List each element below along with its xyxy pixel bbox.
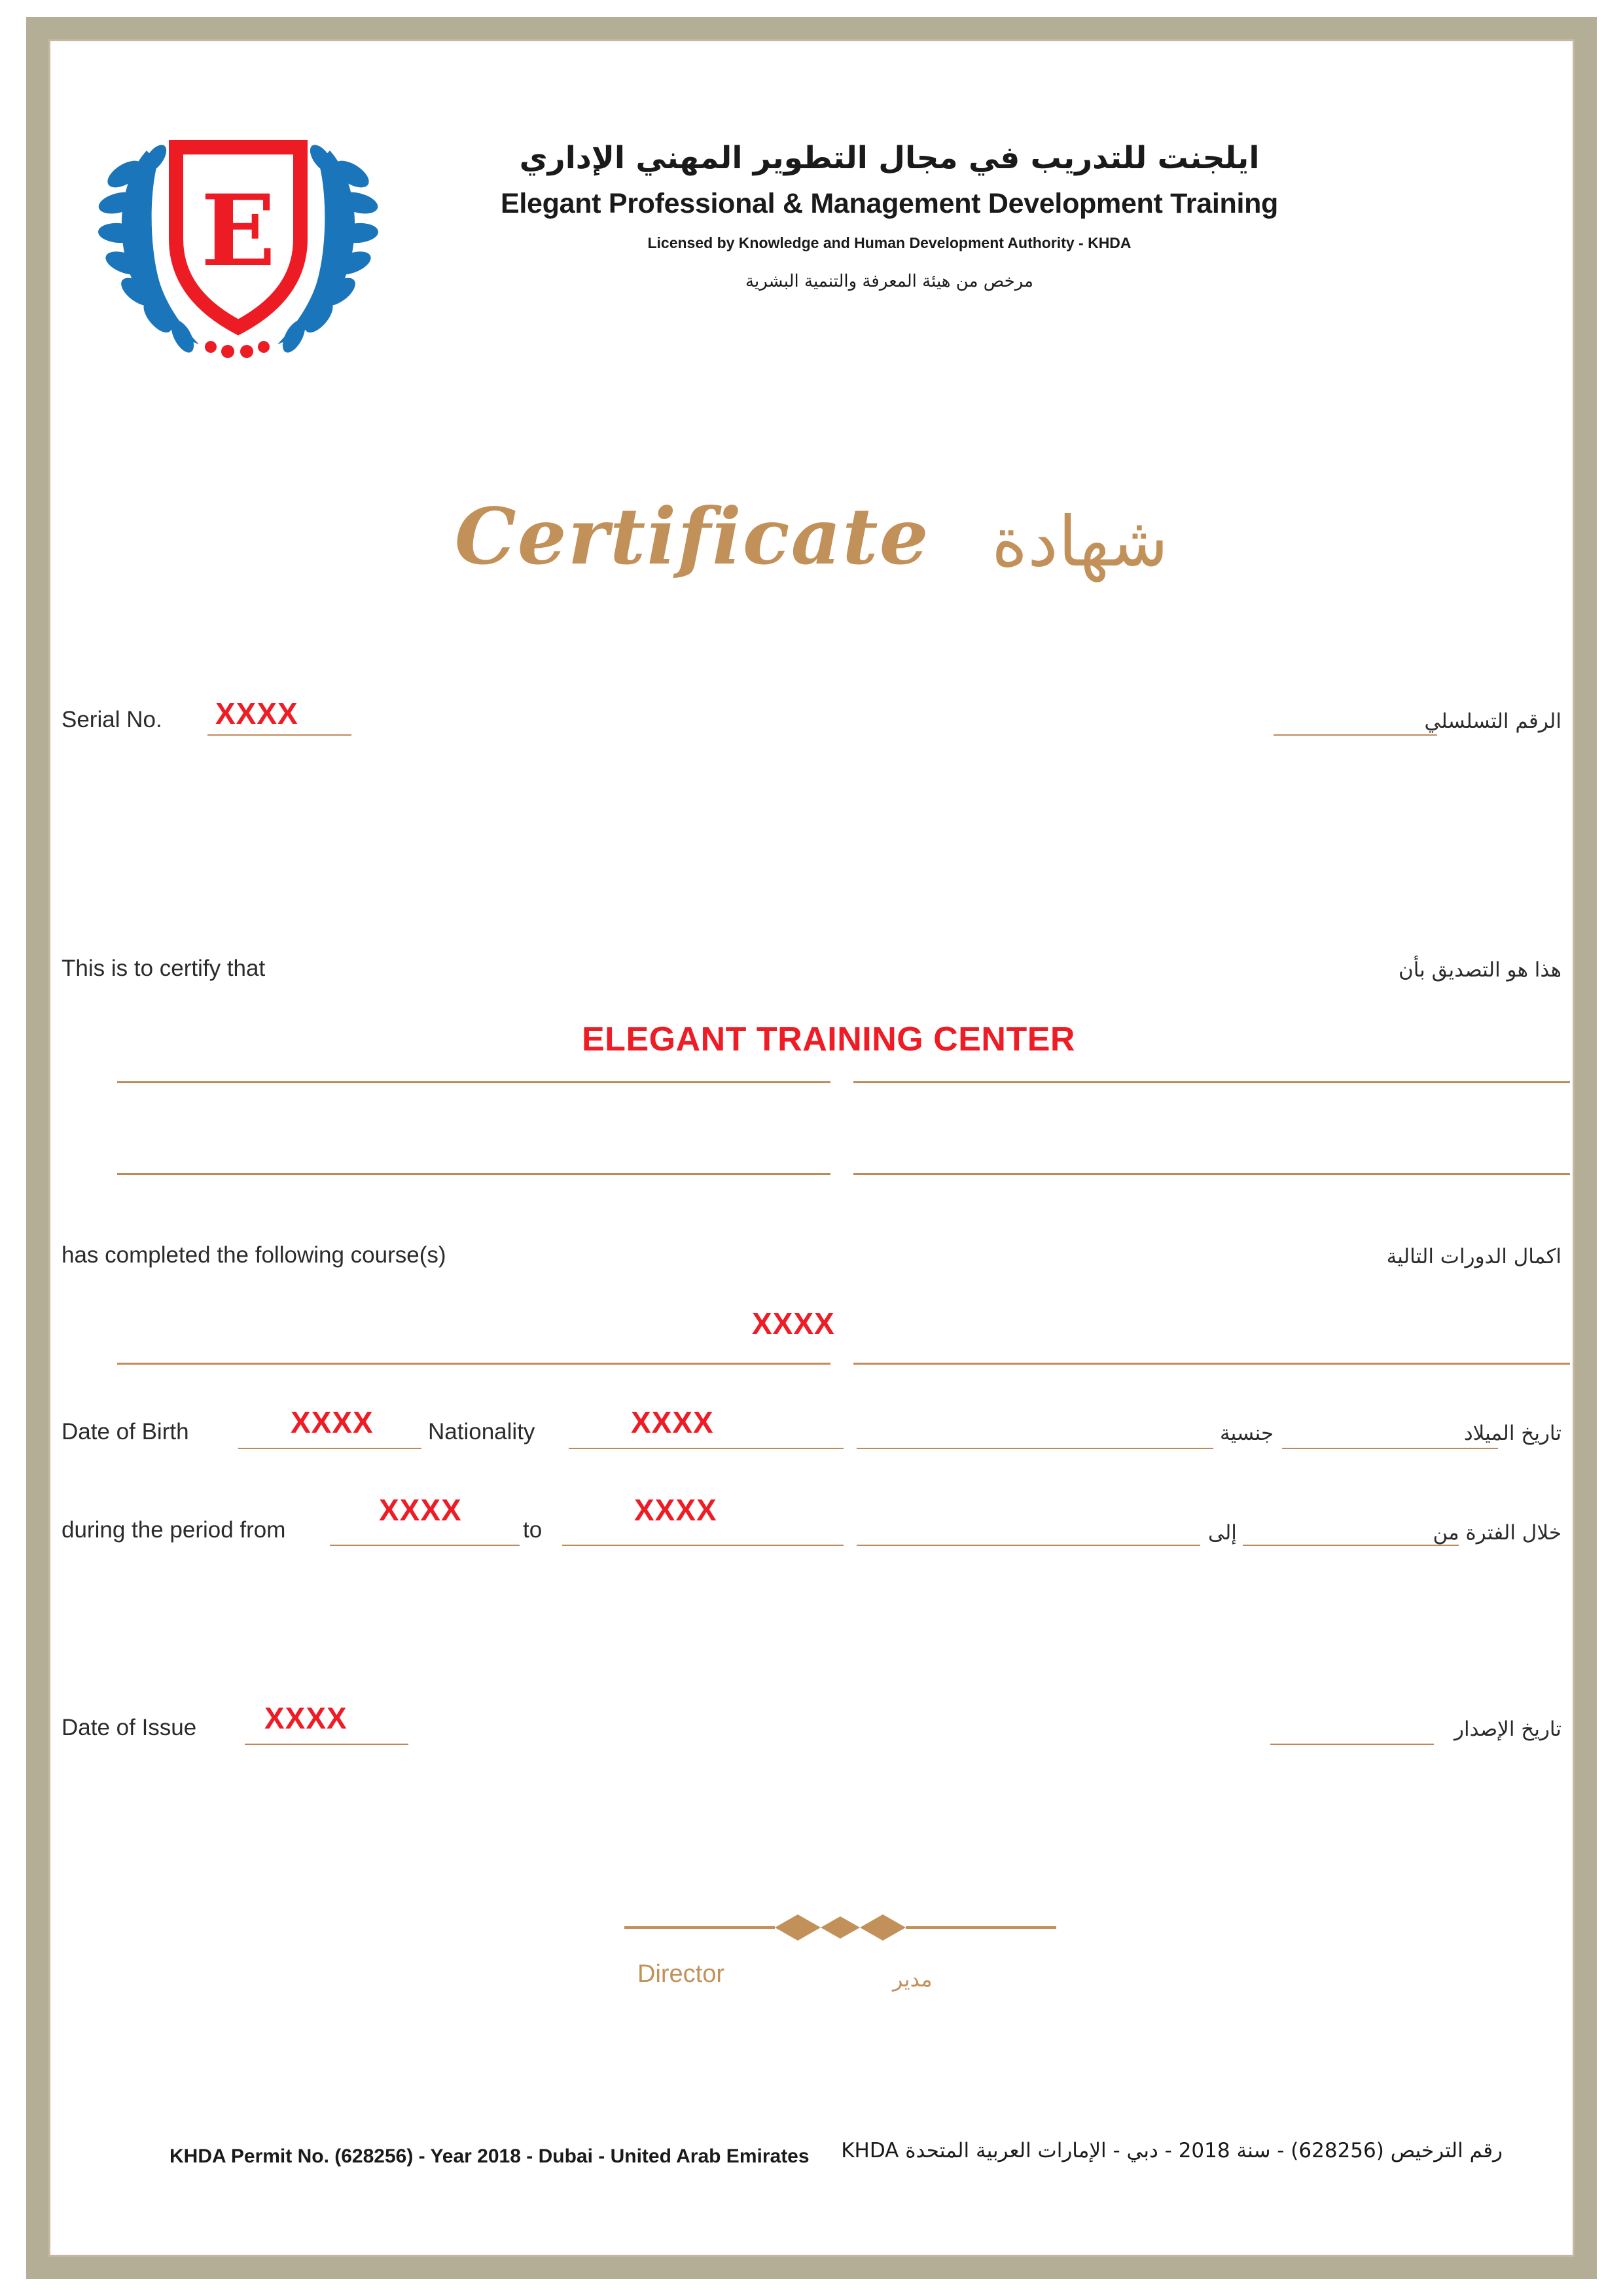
nationality-label-ar: جنسية <box>1220 1422 1274 1445</box>
org-name-arabic: ايلجنت للتدريب في مجال التطوير المهني الإداري <box>519 140 1260 176</box>
period-to-value[interactable]: XXXX <box>634 1493 717 1527</box>
org-name-english: Elegant Professional & Management Development Training <box>500 188 1279 220</box>
serial-rule-ar <box>1274 734 1437 736</box>
issue-value[interactable]: XXXX <box>264 1701 348 1735</box>
issue-label-en: Date of Issue <box>62 1715 197 1740</box>
dob-rule <box>238 1448 421 1449</box>
period-from-rule-ar <box>1243 1545 1459 1546</box>
recipient-rule-left-2 <box>117 1173 830 1175</box>
recipient-name-value[interactable]: ELEGANT TRAINING CENTER <box>582 1020 1075 1058</box>
serial-label-ar: الرقم التسلسلي <box>1424 709 1561 733</box>
issue-rule-ar <box>1270 1744 1434 1745</box>
course-rule-right <box>853 1363 1570 1365</box>
period-to-rule-ar <box>857 1545 1200 1546</box>
nationality-rule-ar <box>857 1448 1213 1449</box>
certificate-title <box>48 491 1575 582</box>
serial-rule-en <box>207 734 351 736</box>
course-rule-left <box>117 1363 830 1365</box>
organization-logo <box>84 111 392 373</box>
director-label-ar: مدير <box>893 1967 933 1992</box>
period-to-label-ar: إلى <box>1208 1521 1237 1545</box>
period-label-en: during the period from <box>62 1517 286 1543</box>
footer-english: KHDA Permit No. (628256) - Year 2018 - Dubai - United Arab Emirates <box>169 2145 810 2167</box>
header-block <box>415 137 1364 291</box>
license-arabic: مرخص من هيئة المعرفة والتنمية البشرية <box>745 272 1033 292</box>
certify-label-en: This is to certify that <box>62 956 266 981</box>
nationality-rule <box>569 1448 844 1449</box>
divider-ornament <box>624 1911 1056 1944</box>
period-to-rule <box>562 1545 844 1546</box>
courses-label-en: has completed the following course(s) <box>62 1242 446 1268</box>
title-english: Certificate <box>454 491 930 582</box>
recipient-rule-right-2 <box>853 1173 1570 1175</box>
courses-label-ar: اكمال الدورات التالية <box>1386 1245 1561 1268</box>
dob-label-ar: تاريخ الميلاد <box>1463 1422 1561 1445</box>
dob-label-en: Date of Birth <box>62 1419 189 1444</box>
course-value[interactable]: XXXX <box>752 1306 835 1340</box>
certificate-content <box>48 39 1575 2257</box>
serial-value[interactable]: XXXX <box>215 696 298 730</box>
period-from-rule <box>330 1545 520 1546</box>
svg-text:E: E <box>200 173 276 289</box>
serial-label-en: Serial No. <box>62 707 162 732</box>
logo-shield-laurel-icon <box>84 111 392 373</box>
license-english: Licensed by Knowledge and Human Development Authority - KHDA <box>647 234 1132 252</box>
issue-rule-en <box>245 1744 408 1745</box>
nationality-label-en: Nationality <box>428 1419 535 1444</box>
dob-value[interactable]: XXXX <box>291 1405 374 1439</box>
director-label-en: Director <box>637 1960 725 1988</box>
period-from-value[interactable]: XXXX <box>379 1493 462 1527</box>
recipient-rule-left-1 <box>117 1081 830 1083</box>
issue-label-ar: تاريخ الإصدار <box>1454 1717 1561 1741</box>
dob-rule-ar <box>1282 1448 1498 1449</box>
footer-arabic: رقم الترخيص (628256) - سنة 2018 - دبي - الإمارات العربية المتحدة KHDA <box>841 2139 1503 2162</box>
nationality-value[interactable]: XXXX <box>631 1405 714 1439</box>
period-label-ar: خلال الفترة من <box>1433 1521 1561 1545</box>
certify-label-ar: هذا هو التصديق بأن <box>1398 958 1561 982</box>
period-to-label-en: to <box>523 1517 543 1543</box>
title-arabic: شهادة <box>991 501 1169 582</box>
diamond-divider-icon <box>624 1911 1056 1944</box>
recipient-rule-right-1 <box>853 1081 1570 1083</box>
